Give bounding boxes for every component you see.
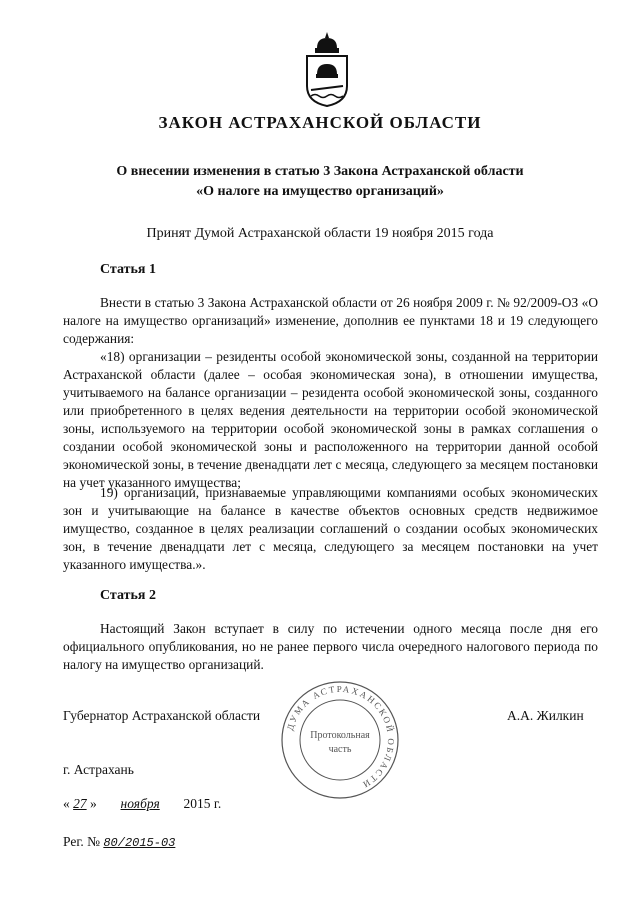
article-1-paragraph-3: 19) организации, признаваемые управляющими компаниями особых экономических зон и учитывающие на балансе в качестве объектов основных средств недвижимое имущество, созданное в целях реализации соглашений о создании особых экономических зон, в течение двенадцати лет с месяца, следующего за месяцем постановки на учет указанного имущества.». bbox=[63, 485, 598, 572]
stamp-center-line-1: Протокольная bbox=[310, 730, 370, 741]
subtitle-line-1: О внесении изменения в статью 3 Закона Астраханской области bbox=[116, 164, 524, 179]
signing-date bbox=[63, 796, 221, 812]
coat-of-arms-emblem bbox=[303, 30, 351, 108]
date-close-quote: » bbox=[90, 796, 97, 811]
registration-label: Рег. № bbox=[63, 834, 100, 849]
city: г. Астрахань bbox=[63, 762, 134, 777]
article-1-paragraph-1: Внести в статью 3 Закона Астраханской области от 26 ноября 2009 г. № 92/2009-ОЗ «О налоге на имущество организаций» изменение, дополнив ее пунктами 18 и 19 следующего содержания: bbox=[63, 295, 598, 346]
article-2-heading: Статья 2 bbox=[100, 588, 156, 603]
governor-name: А.А. Жилкин bbox=[507, 708, 584, 723]
stamp-ring-text: ДУМА АСТРАХАНСКОЙ ОБЛАСТИ bbox=[284, 683, 397, 791]
stamp-center-line-2: часть bbox=[328, 744, 352, 755]
date-open-quote: « bbox=[63, 796, 70, 811]
date-year: 2015 г. bbox=[183, 796, 222, 811]
article-2-paragraph-1: Настоящий Закон вступает в силу по истечении одного месяца после дня его официального опубликования, но не ранее первого числа очередного налогового периода по налогу на имущество организаций. bbox=[63, 621, 598, 672]
law-subtitle bbox=[0, 162, 640, 202]
adoption-statement: Принят Думой Астраханской области 19 ноября 2015 года bbox=[146, 226, 494, 241]
article-1-heading: Статья 1 bbox=[100, 262, 156, 277]
official-stamp bbox=[278, 678, 402, 802]
governor-title: Губернатор Астраханской области bbox=[63, 708, 261, 723]
registration bbox=[63, 834, 175, 850]
article-1-paragraph-2: «18) организации – резиденты особой экономической зоны, созданной на территории Астраханской области (далее – особая экономическая зона), в отношении имущества, учитываемого на балансе организации – резидента особой экономической зоны, созданного или приобретенного в целях ведения деятельности на территории особой экономической зоны, используемого на территории особой экономической зоны в рамках соглашения о создании особой экономической зоны и расположенного на территории данной особой экономической зоны, в течение двенадцати лет с месяца, следующего за месяцем постановки на учет указанного имущества; bbox=[63, 349, 598, 490]
date-day: 27 bbox=[73, 796, 87, 811]
date-month: ноября bbox=[120, 796, 160, 811]
registration-number: 80/2015-03 bbox=[103, 836, 176, 850]
subtitle-line-2: «О налоге на имущество организаций» bbox=[196, 184, 444, 199]
law-title: ЗАКОН АСТРАХАНСКОЙ ОБЛАСТИ bbox=[158, 113, 482, 132]
